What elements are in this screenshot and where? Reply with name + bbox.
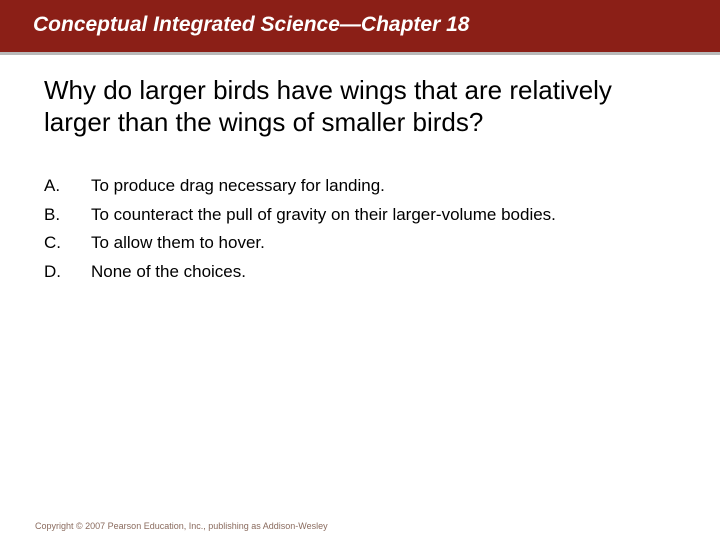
choice-c-letter: C. [44, 233, 61, 252]
choice-a-letter: A. [44, 176, 61, 195]
choice-b [44, 203, 684, 232]
choice-a-text: To produce drag necessary for landing. [91, 176, 385, 195]
choice-c-text: To allow them to hover. [91, 233, 265, 252]
answer-choices-list [44, 174, 684, 288]
choice-d [44, 260, 684, 289]
choice-d-text: None of the choices. [91, 261, 246, 281]
choice-d-letter: D. [44, 261, 61, 281]
slide-header-title: Conceptual Integrated Science—Chapter 18 [33, 13, 470, 36]
choice-a [44, 174, 684, 203]
choice-b-letter: B. [44, 204, 61, 224]
copyright-footer: Copyright © 2007 Pearson Education, Inc., publishing as Addison-Wesley [35, 521, 328, 531]
question-text: Why do larger birds have wings that are relatively larger than the wings of smaller birds? [44, 75, 612, 137]
choice-c [44, 231, 684, 260]
slide-header-bar [0, 0, 720, 55]
choice-b-text: To counteract the pull of gravity on their larger-volume bodies. [91, 204, 556, 224]
